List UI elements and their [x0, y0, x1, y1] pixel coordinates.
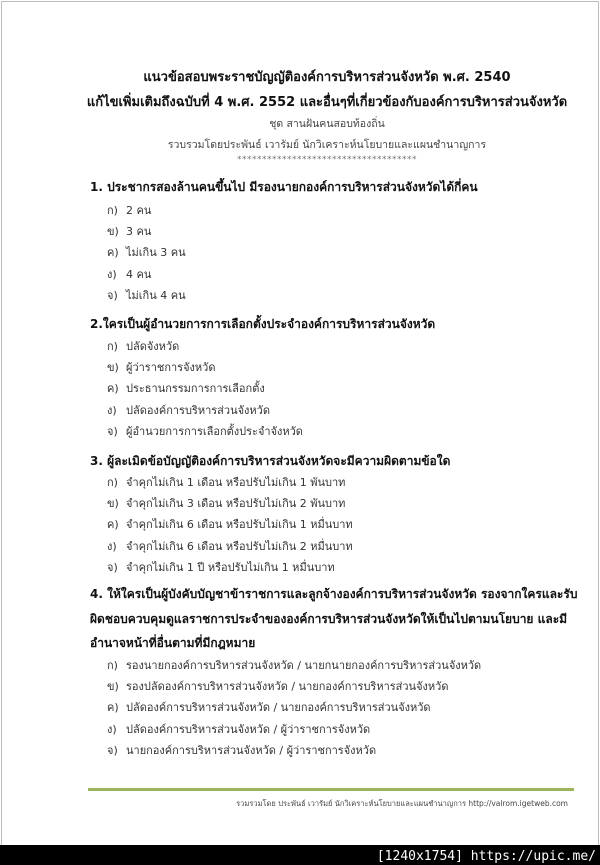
option-label: จ) — [107, 288, 118, 302]
answer-option — [107, 720, 370, 738]
footer-text: รวมรวมโดย ประพันธ์ เวารัมย์ นักวิเคราะห์นโยบายและแผนชำนาญการ http://valrom.igetweb.com — [236, 799, 568, 808]
question-3: 3. ผู้ละเมิดข้อบัญญัติองค์การบริหารส่วนจังหวัดจะมีความผิดตามข้อใด — [90, 454, 451, 468]
watermark-text: [1240x1754] https://upic.me/ — [376, 849, 596, 864]
answer-option — [107, 201, 151, 219]
option-text: จำคุกไม่เกิน 6 เดือน หรือปรับไม่เกิน 2 หมื่นบาท — [126, 539, 353, 553]
option-label: ง) — [107, 539, 117, 553]
question-1: 1. ประชากรสองล้านคนขึ้นไป มีรองนายกองค์การบริหารส่วนจังหวัดได้กี่คน — [90, 180, 478, 194]
option-label: จ) — [107, 560, 118, 574]
answer-option — [107, 741, 376, 759]
option-label: ก) — [107, 340, 118, 353]
question-4: 4. ให้ใครเป็นผู้บังคับบัญชาข้าราชการและลูกจ้างองค์การบริหารส่วนจังหวัด รองจากใครและรับผิดชอบควบคุมดูแลราชการประจำขององค์การบริหารส่วนจังหวัดให้เป็นไปตามนโยบาย และมีอำนาจหน้าที่อื่นตามที่มีกฎหมาย — [90, 587, 578, 650]
option-text: รองนายกองค์การบริหารส่วนจังหวัด / นายกนายกองค์การบริหารส่วนจังหวัด — [126, 659, 482, 672]
watermark-bar — [0, 845, 600, 865]
answer-option — [107, 422, 303, 440]
option-text: ปลัดองค์การบริหารส่วนจังหวัด / ผู้ว่าราชการจังหวัด — [126, 722, 371, 736]
answer-option — [107, 515, 353, 533]
option-text: ผู้อำนวยการการเลือกตั้งประจำจังหวัด — [126, 424, 303, 438]
answer-option — [107, 698, 431, 716]
option-label: ข) — [107, 497, 119, 511]
option-text: จำคุกไม่เกิน 6 เดือน หรือปรับไม่เกิน 1 หมื่นบาท — [126, 518, 353, 532]
option-text: ประธานกรรมการการเลือกตั้ง — [126, 382, 265, 396]
answer-option — [107, 337, 179, 355]
option-label: ข) — [107, 361, 119, 375]
answer-option — [107, 656, 481, 674]
option-label: ก) — [107, 659, 118, 672]
option-label: ค) — [107, 382, 119, 396]
option-text: นายกองค์การบริหารส่วนจังหวัด / ผู้ว่าราชการจังหวัด — [126, 743, 377, 757]
answer-option — [107, 379, 265, 397]
answer-option — [107, 358, 215, 376]
answer-option — [107, 243, 186, 261]
option-text: รองปลัดองค์การบริหารส่วนจังหวัด / นายกองค์การบริหารส่วนจังหวัด — [126, 680, 449, 694]
option-text: 4 คน — [126, 267, 152, 281]
answer-option — [107, 558, 335, 576]
option-label: จ) — [107, 743, 118, 757]
option-label: ก) — [107, 476, 118, 489]
footer-rule — [88, 788, 574, 791]
series-name: ชุด สานฝันคนสอบท้องถิ่น — [269, 118, 385, 130]
question-2: 2.ใครเป็นผู้อำนวยการการเลือกตั้งประจำองค์การบริหารส่วนจังหวัด — [90, 317, 436, 331]
title-line-2: แก้ไขเพิ่มเติมถึงฉบับที่ 4 พ.ศ. 2552 และอื่นๆที่เกี่ยวข้องกับองค์การบริหารส่วนจังหวัด — [86, 95, 568, 110]
option-label: ง) — [107, 403, 117, 417]
answer-option — [107, 401, 270, 419]
option-text: ไม่เกิน 4 คน — [126, 288, 186, 302]
option-label: ง) — [107, 267, 117, 281]
option-label: ค) — [107, 518, 119, 532]
option-label: ข) — [107, 680, 119, 694]
option-text: ปลัดจังหวัด — [126, 340, 180, 353]
option-label: ข) — [107, 225, 119, 239]
divider-stars: ************************************ — [237, 155, 417, 165]
option-text: จำคุกไม่เกิน 3 เดือน หรือปรับไม่เกิน 2 พันบาท — [126, 497, 346, 511]
document-page — [1, 1, 599, 846]
compiler-line: รวบรวมโดยประพันธ์ เวารัมย์ นักวิเคราะห์นโยบายและแผนชำนาญการ — [167, 139, 487, 151]
option-text: 2 คน — [126, 204, 152, 217]
option-text: 3 คน — [126, 225, 152, 239]
answer-option — [107, 473, 345, 491]
option-label: ค) — [107, 701, 119, 715]
answer-option — [107, 494, 345, 512]
option-text: ไม่เกิน 3 คน — [126, 246, 186, 260]
title-line-1: แนวข้อสอบพระราชบัญญัติองค์การบริหารส่วนจังหวัด พ.ศ. 2540 — [143, 70, 511, 85]
option-label: ก) — [107, 204, 118, 217]
answer-option — [107, 677, 448, 695]
answer-option — [107, 537, 353, 555]
option-label: จ) — [107, 424, 118, 438]
option-label: ค) — [107, 246, 119, 260]
option-text: จำคุกไม่เกิน 1 เดือน หรือปรับไม่เกิน 1 พันบาท — [126, 476, 346, 489]
option-label: ง) — [107, 722, 117, 736]
option-text: จำคุกไม่เกิน 1 ปี หรือปรับไม่เกิน 1 หมื่นบาท — [126, 560, 335, 574]
option-text: ปลัดองค์การบริหารส่วนจังหวัด / นายกองค์การบริหารส่วนจังหวัด — [126, 701, 431, 715]
answer-option — [107, 222, 151, 240]
option-text: ปลัดองค์การบริหารส่วนจังหวัด — [126, 403, 270, 417]
answer-option — [107, 265, 151, 283]
option-text: ผู้ว่าราชการจังหวัด — [126, 361, 216, 375]
answer-option — [107, 286, 186, 304]
